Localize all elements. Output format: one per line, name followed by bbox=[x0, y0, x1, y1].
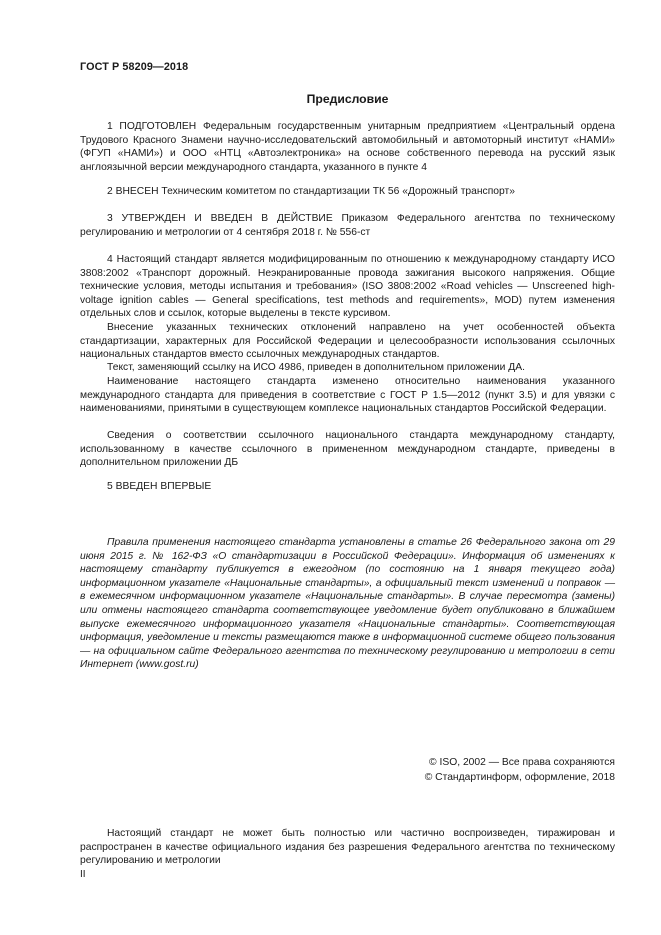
document-code: ГОСТ Р 58209—2018 bbox=[80, 61, 189, 73]
paragraph-title-change: Наименование настоящего стандарта изменено относительно наименования указанного международного стандарта для приведения в соответствие с ГОСТ Р 1.5—2012 (пункт 3.5) и для увязки с наименованиями, принятыми в существующем комплексе национальных стандартов Российской Федерации. bbox=[80, 376, 615, 415]
reproduction-notice: Настоящий стандарт не может быть полностью или частично воспроизведен, тиражирован и распространен в качестве официального издания без разрешения Федерального агентства по техническому регулированию и метрологии bbox=[80, 828, 615, 867]
copyright-standartinform: © Стандартинформ, оформление, 2018 bbox=[424, 772, 615, 783]
page-title bbox=[0, 93, 661, 107]
page-number: II bbox=[80, 869, 86, 880]
paragraph-annex-db: Сведения о соответствии ссылочного национального стандарта международному стандарту, использованному в качестве ссылочного в примененном международном стандарте, приведены в дополнительном приложении ДБ bbox=[80, 430, 615, 469]
copyright-iso: © ISO, 2002 — Все права сохраняются bbox=[429, 757, 615, 768]
paragraph-annex-da: Текст, заменяющий ссылку на ИСО 4986, приведен в дополнительном приложении ДА. bbox=[107, 362, 525, 373]
title-text: Предисловие bbox=[306, 92, 389, 106]
paragraph-first-introduced: 5 ВВЕДЕН ВПЕРВЫЕ bbox=[107, 481, 212, 492]
standard-application-notice: Правила применения настоящего стандарта установлены в статье 26 Федерального закона от 29 июня 2015 г. № 162-ФЗ «О стандартизации в Российской Федерации». Информация об изменениях к настоящему стандарту публикуется в ежегодном (по состоянию на 1 января текущего года) информационном указателе «Национальные стандарты», а официальный текст изменений и поправок — в ежемесячном информационном указателе «Национальные стандарты». В случае пересмотра (замены) или отмены настоящего стандарта соответствующее уведомление будет опубликовано в ближайшем выпуске ежемесячного информационного указателя «Национальные стандарты». Соответствующая информация, уведомление и тексты размещаются также в информационной системе общего пользования — на официальном сайте Федерального агентства по техническому регулированию и метрологии в сети Интернет (www.gost.ru) bbox=[80, 537, 615, 671]
paragraph-deviations: Внесение указанных технических отклонений направлено на учет особенностей объекта стандартизации, характерных для Российской Федерации и целесообразности использования ссылочных национальных стандартов вместо ссылочных международных стандартов. bbox=[80, 322, 615, 361]
paragraph-introduced-by: 2 ВНЕСЕН Техническим комитетом по стандартизации ТК 56 «Дорожный транспорт» bbox=[107, 186, 515, 197]
paragraph-prepared-by: 1 ПОДГОТОВЛЕН Федеральным государственным унитарным предприятием «Центральный ордена Трудового Красного Знамени научно-исследовательский автомобильный и автомоторный институт «НАМИ» (ФГУП «НАМИ») и ООО «НТЦ «Автоэлектроника» на основе собственного перевода на русский язык англоязычной версии международного стандарта, указанного в пункте 4 bbox=[80, 121, 615, 173]
paragraph-approved: 3 УТВЕРЖДЕН И ВВЕДЕН В ДЕЙСТВИЕ Приказом Федерального агентства по техническому регулированию и метрологии от 4 сентября 2018 г. № 556-ст bbox=[80, 213, 615, 238]
paragraph-modification: 4 Настоящий стандарт является модифицированным по отношению к международному стандарту ИСО 3808:2002 «Транспорт дорожный. Неэкранированные провода зажигания высокого напряжения. Общие технические условия, методы испытания и требования» (ISO 3808:2002 «Road vehicles — Unscreened high-voltage ignition cables — General specifications, test methods and requirements», MOD) путем изменения отдельных слов и ссылок, которые выделены в тексте курсивом. bbox=[80, 254, 615, 320]
